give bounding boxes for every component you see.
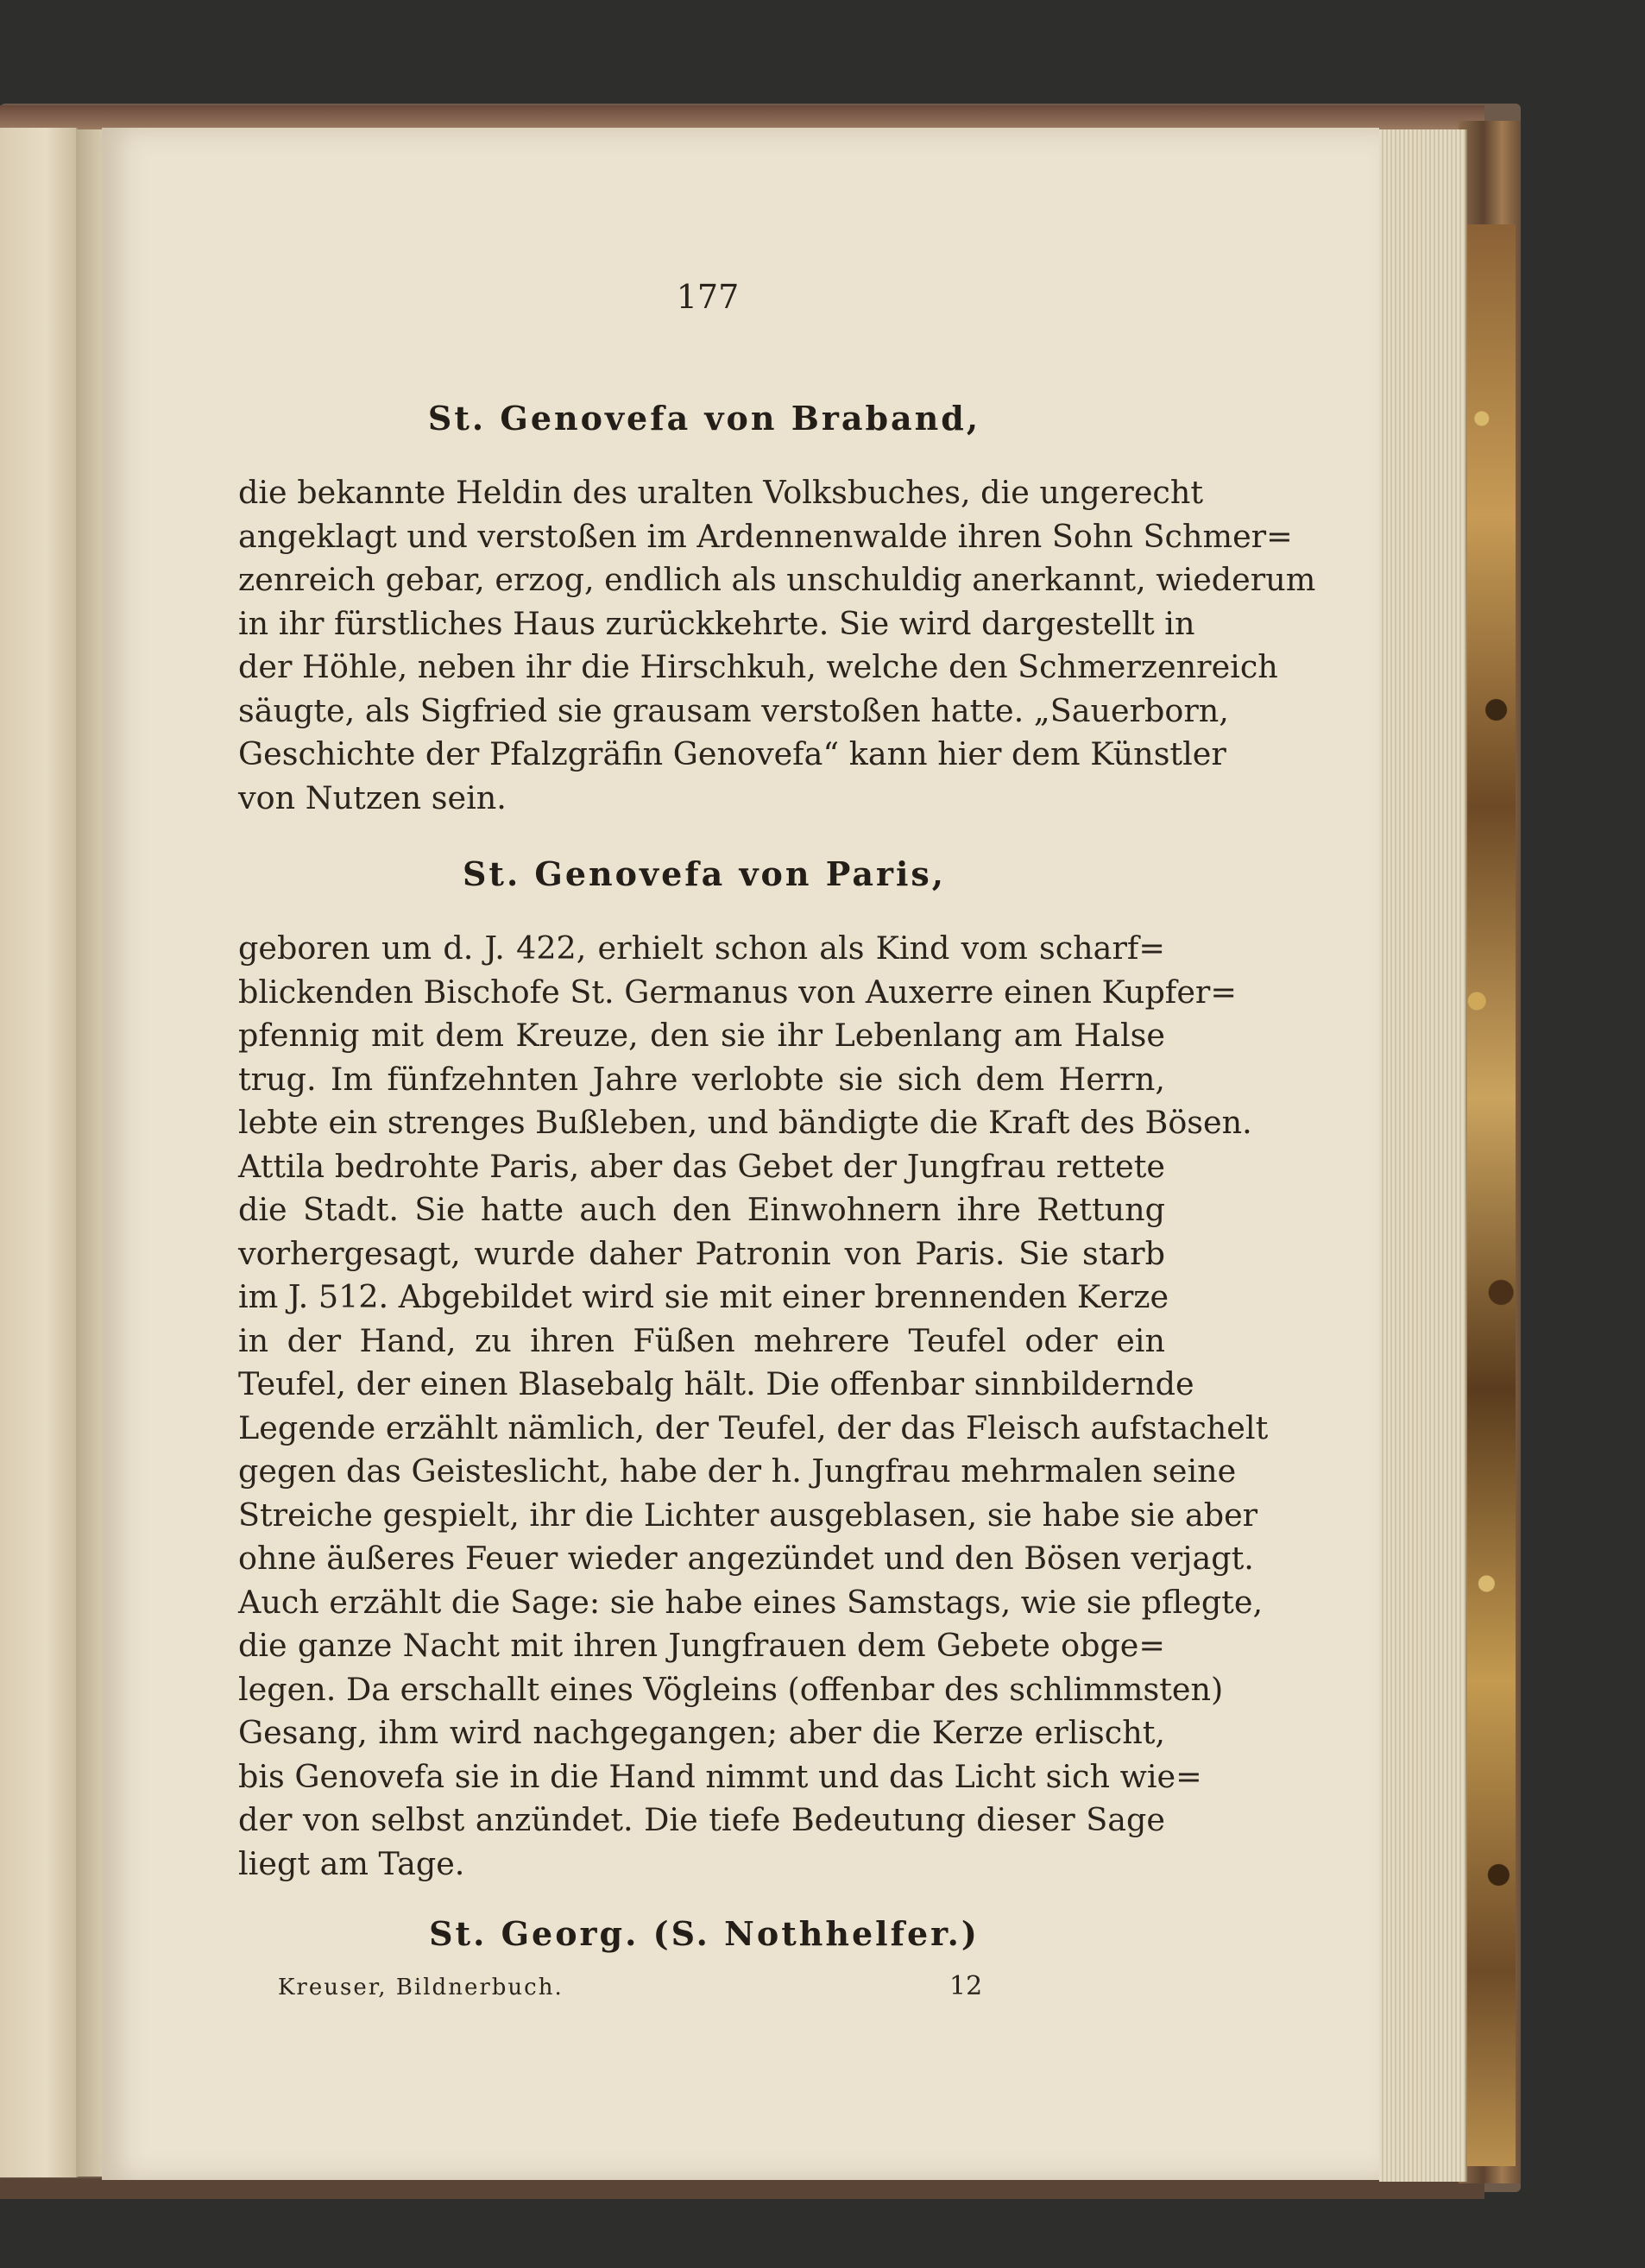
text-line: der Höhle, neben ihr die Hirschkuh, welche den Schmerzenreich — [238, 648, 1278, 685]
text-line: geboren um d. J. 422, erhielt schon als Kind vom scharf= — [238, 929, 1165, 967]
left-page — [0, 128, 78, 2177]
text-line: ohne äußeres Feuer wieder angezündet und den Bösen verjagt. — [238, 1540, 1254, 1577]
text-line: gegen das Geisteslicht, habe der h. Jungfrau mehrmalen seine — [238, 1452, 1237, 1490]
text-line: Attila bedrohte Paris, aber das Gebet der Jungfrau rettete — [238, 1147, 1165, 1185]
text-line: zenreich gebar, erzog, endlich als unschuldig anerkannt, wiederum — [238, 561, 1316, 598]
section-paragraph — [238, 471, 1316, 820]
text-line: Auch erzählt die Sage: sie habe eines Samstags, wie sie pflegte, — [238, 1583, 1264, 1621]
section-heading: St. Genovefa von Paris, — [462, 854, 947, 893]
text-line: säugte, als Sigfried sie grausam verstoßen hatte. „Sauerborn, — [238, 691, 1229, 729]
text-line: Streiche gespielt, ihr die Lichter ausgeblasen, sie habe sie aber — [238, 1496, 1258, 1534]
text-line: die bekannte Heldin des uralten Volksbuches, die ungerecht — [238, 474, 1204, 511]
section-heading: St. Genovefa von Braband, — [427, 399, 981, 438]
text-line: Geschichte der Pfalzgräfin Genovefa“ kann hier dem Künstler — [238, 735, 1226, 772]
text-line: in der Hand, zu ihren Füßen mehrere Teufel oder ein — [238, 1321, 1165, 1359]
text-line: im J. 512. Abgebildet wird sie mit einer brennenden Kerze — [238, 1278, 1169, 1315]
text-line: von Nutzen sein. — [238, 778, 507, 816]
text-line: angeklagt und verstoßen im Ardennenwalde ihren Sohn Schmer= — [238, 517, 1293, 555]
text-line: lebte ein strenges Bußleben, und bändigte die Kraft des Bösen. — [238, 1104, 1252, 1141]
text-line: bis Genovefa sie in die Hand nimmt und das Licht sich wie= — [238, 1757, 1202, 1795]
footer-sheet-number: 12 — [949, 1971, 983, 2001]
text-line: blickenden Bischofe St. Germanus von Auxerre einen Kupfer= — [238, 973, 1237, 1011]
text-line: in ihr fürstliches Haus zurückkehrte. Sie wird dargestellt in — [238, 604, 1195, 642]
text-line: liegt am Tage. — [238, 1844, 465, 1882]
text-line: der von selbst anzündet. Die tiefe Bedeutung dieser Sage — [238, 1801, 1165, 1838]
gutter — [76, 129, 102, 2177]
text-line: trug. Im fünfzehnten Jahre verlobte sie sich dem Herrn, — [238, 1060, 1165, 1098]
section-paragraph — [238, 927, 1269, 1886]
footer-signature: Kreuser, Bildnerbuch. — [278, 1975, 564, 2000]
section-heading: St. Georg. (S. Nothhelfer.) — [429, 1914, 980, 1953]
text-line: Gesang, ihm wird nachgegangen; aber die Kerze erlischt, — [238, 1714, 1165, 1751]
cover-bottom-edge — [0, 2178, 1484, 2199]
text-line: vorhergesagt, wurde daher Patronin von Paris. Sie starb — [238, 1234, 1165, 1272]
cover-top-edge — [0, 105, 1484, 129]
text-line: die Stadt. Sie hatte auch den Einwohnern ihre Rettung — [238, 1191, 1165, 1228]
text-line: Teufel, der einen Blasebalg hält. Die offenbar sinnbildernde — [238, 1365, 1194, 1402]
marbled-edge — [1467, 224, 1516, 2166]
text-line: legen. Da erschallt eines Vögleins (offenbar des schlimmsten) — [238, 1670, 1224, 1708]
page-block-edge — [1379, 129, 1467, 2182]
text-line: Legende erzählt nämlich, der Teufel, der das Fleisch aufstachelt — [238, 1408, 1269, 1446]
text-line: die ganze Nacht mit ihren Jungfrauen dem Gebete obge= — [238, 1627, 1165, 1664]
text-line: pfennig mit dem Kreuze, den sie ihr Lebenlang am Halse — [238, 1017, 1165, 1054]
page-number: 177 — [676, 278, 740, 316]
